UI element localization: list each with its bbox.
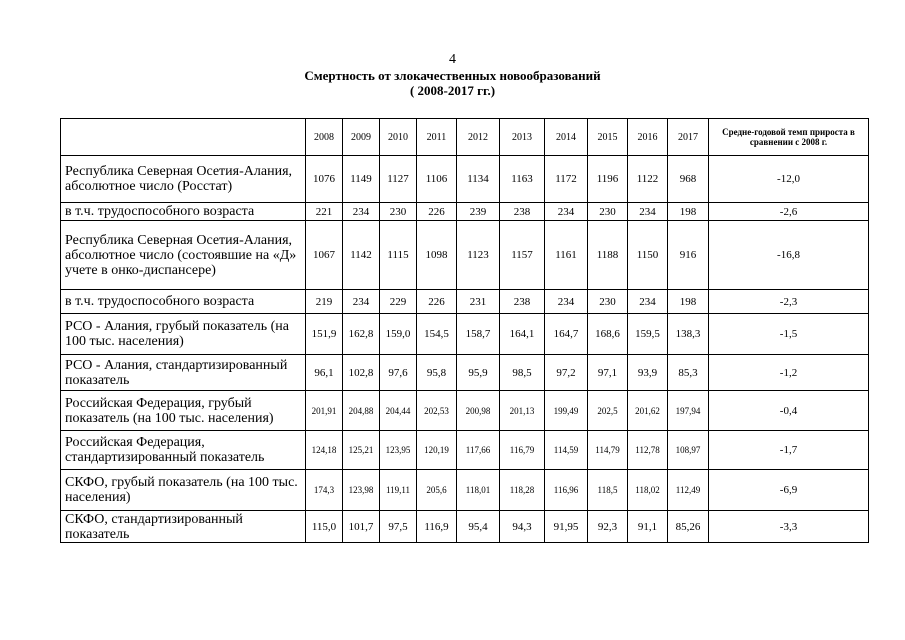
value-cell: 1115	[380, 221, 417, 290]
value-cell: 159,0	[380, 314, 417, 355]
page-number: 4	[449, 52, 456, 67]
value-cell: 204,44	[380, 391, 417, 431]
table-row	[61, 314, 869, 355]
value-cell: 95,9	[457, 355, 500, 391]
value-cell: 125,21	[343, 431, 380, 470]
header-label-cell	[61, 119, 306, 156]
value-cell: 154,5	[417, 314, 457, 355]
value-cell: 1098	[417, 221, 457, 290]
row-label: в т.ч. трудоспособного возраста	[61, 290, 306, 314]
value-cell: 198	[668, 203, 709, 221]
value-cell: 968	[668, 156, 709, 203]
value-cell: 97,1	[588, 355, 628, 391]
value-cell: 118,01	[457, 470, 500, 511]
value-cell: 199,49	[545, 391, 588, 431]
year-header: 2013	[500, 119, 545, 156]
value-cell: 174,3	[306, 470, 343, 511]
mortality-table	[60, 118, 869, 543]
rate-cell: -16,8	[709, 221, 869, 290]
value-cell: 200,98	[457, 391, 500, 431]
value-cell: 1134	[457, 156, 500, 203]
value-cell: 229	[380, 290, 417, 314]
value-cell: 234	[343, 203, 380, 221]
value-cell: 92,3	[588, 511, 628, 543]
value-cell: 95,4	[457, 511, 500, 543]
row-label: СКФО, грубый показатель (на 100 тыс. населения)	[61, 470, 306, 511]
value-cell: 124,18	[306, 431, 343, 470]
value-cell: 1157	[500, 221, 545, 290]
value-cell: 198	[668, 290, 709, 314]
value-cell: 114,79	[588, 431, 628, 470]
value-cell: 93,9	[628, 355, 668, 391]
value-cell: 120,19	[417, 431, 457, 470]
value-cell: 102,8	[343, 355, 380, 391]
value-cell: 85,3	[668, 355, 709, 391]
year-header: 2016	[628, 119, 668, 156]
value-cell: 1123	[457, 221, 500, 290]
rate-cell: -6,9	[709, 470, 869, 511]
value-cell: 118,5	[588, 470, 628, 511]
year-header: 2008	[306, 119, 343, 156]
value-cell: 219	[306, 290, 343, 314]
value-cell: 1188	[588, 221, 628, 290]
value-cell: 168,6	[588, 314, 628, 355]
value-cell: 112,78	[628, 431, 668, 470]
value-cell: 239	[457, 203, 500, 221]
row-label: Республика Северная Осетия-Алания, абсолютное число (состоявшие на «Д» учете в онко-диспансере)	[61, 221, 306, 290]
value-cell: 97,6	[380, 355, 417, 391]
value-cell: 1122	[628, 156, 668, 203]
value-cell: 159,5	[628, 314, 668, 355]
value-cell: 201,13	[500, 391, 545, 431]
value-cell: 234	[628, 203, 668, 221]
value-cell: 221	[306, 203, 343, 221]
year-header: 2014	[545, 119, 588, 156]
row-label: в т.ч. трудоспособного возраста	[61, 203, 306, 221]
value-cell: 916	[668, 221, 709, 290]
value-cell: 1067	[306, 221, 343, 290]
value-cell: 112,49	[668, 470, 709, 511]
page-title	[0, 68, 905, 98]
value-cell: 201,62	[628, 391, 668, 431]
value-cell: 108,97	[668, 431, 709, 470]
value-cell: 123,95	[380, 431, 417, 470]
value-cell: 226	[417, 203, 457, 221]
value-cell: 230	[588, 290, 628, 314]
value-cell: 118,28	[500, 470, 545, 511]
value-cell: 197,94	[668, 391, 709, 431]
table-row	[61, 156, 869, 203]
value-cell: 1163	[500, 156, 545, 203]
year-header: 2012	[457, 119, 500, 156]
value-cell: 202,53	[417, 391, 457, 431]
value-cell: 97,2	[545, 355, 588, 391]
value-cell: 205,6	[417, 470, 457, 511]
value-cell: 1172	[545, 156, 588, 203]
value-cell: 238	[500, 203, 545, 221]
value-cell: 238	[500, 290, 545, 314]
value-cell: 101,7	[343, 511, 380, 543]
value-cell: 1161	[545, 221, 588, 290]
value-cell: 97,5	[380, 511, 417, 543]
value-cell: 231	[457, 290, 500, 314]
value-cell: 230	[588, 203, 628, 221]
value-cell: 116,96	[545, 470, 588, 511]
value-cell: 91,95	[545, 511, 588, 543]
value-cell: 119,11	[380, 470, 417, 511]
rate-cell: -1,5	[709, 314, 869, 355]
value-cell: 204,88	[343, 391, 380, 431]
value-cell: 1127	[380, 156, 417, 203]
year-header: 2015	[588, 119, 628, 156]
value-cell: 151,9	[306, 314, 343, 355]
row-label: РСО - Алания, грубый показатель (на 100 тыс. населения)	[61, 314, 306, 355]
table-row	[61, 431, 869, 470]
value-cell: 95,8	[417, 355, 457, 391]
value-cell: 202,5	[588, 391, 628, 431]
value-cell: 1076	[306, 156, 343, 203]
table-row	[61, 391, 869, 431]
value-cell: 114,59	[545, 431, 588, 470]
rate-header: Средне-годовой темп прироста в сравнении с 2008 г.	[709, 119, 869, 156]
row-label: Республика Северная Осетия-Алания, абсолютное число (Росстат)	[61, 156, 306, 203]
rate-cell: -3,3	[709, 511, 869, 543]
value-cell: 1149	[343, 156, 380, 203]
row-label: Российская Федерация, стандартизированный показатель	[61, 431, 306, 470]
value-cell: 230	[380, 203, 417, 221]
value-cell: 116,9	[417, 511, 457, 543]
value-cell: 234	[545, 203, 588, 221]
table-row	[61, 470, 869, 511]
row-label: СКФО, стандартизированный показатель	[61, 511, 306, 543]
table-row	[61, 203, 869, 221]
value-cell: 115,0	[306, 511, 343, 543]
value-cell: 116,79	[500, 431, 545, 470]
value-cell: 96,1	[306, 355, 343, 391]
value-cell: 98,5	[500, 355, 545, 391]
row-label: РСО - Алания, стандартизированный показатель	[61, 355, 306, 391]
table-row	[61, 221, 869, 290]
table-row	[61, 290, 869, 314]
value-cell: 234	[628, 290, 668, 314]
value-cell: 158,7	[457, 314, 500, 355]
value-cell: 1196	[588, 156, 628, 203]
value-cell: 1106	[417, 156, 457, 203]
value-cell: 94,3	[500, 511, 545, 543]
rate-cell: -1,2	[709, 355, 869, 391]
value-cell: 226	[417, 290, 457, 314]
year-header: 2011	[417, 119, 457, 156]
rate-cell: -12,0	[709, 156, 869, 203]
rate-cell: -2,6	[709, 203, 869, 221]
value-cell: 123,98	[343, 470, 380, 511]
rate-cell: -0,4	[709, 391, 869, 431]
value-cell: 162,8	[343, 314, 380, 355]
value-cell: 118,02	[628, 470, 668, 511]
table-row	[61, 355, 869, 391]
value-cell: 1142	[343, 221, 380, 290]
title-line-1: Смертность от злокачественных новообразований	[304, 68, 601, 83]
value-cell: 138,3	[668, 314, 709, 355]
value-cell: 117,66	[457, 431, 500, 470]
value-cell: 201,91	[306, 391, 343, 431]
value-cell: 1150	[628, 221, 668, 290]
value-cell: 234	[343, 290, 380, 314]
row-label: Российская Федерация, грубый показатель (на 100 тыс. населения)	[61, 391, 306, 431]
value-cell: 164,1	[500, 314, 545, 355]
value-cell: 164,7	[545, 314, 588, 355]
value-cell: 234	[545, 290, 588, 314]
rate-cell: -1,7	[709, 431, 869, 470]
value-cell: 85,26	[668, 511, 709, 543]
value-cell: 91,1	[628, 511, 668, 543]
table-header-row	[61, 119, 869, 156]
title-line-2: ( 2008-2017 гг.)	[409, 83, 496, 98]
year-header: 2010	[380, 119, 417, 156]
table-row	[61, 511, 869, 543]
year-header: 2009	[343, 119, 380, 156]
rate-cell: -2,3	[709, 290, 869, 314]
year-header: 2017	[668, 119, 709, 156]
